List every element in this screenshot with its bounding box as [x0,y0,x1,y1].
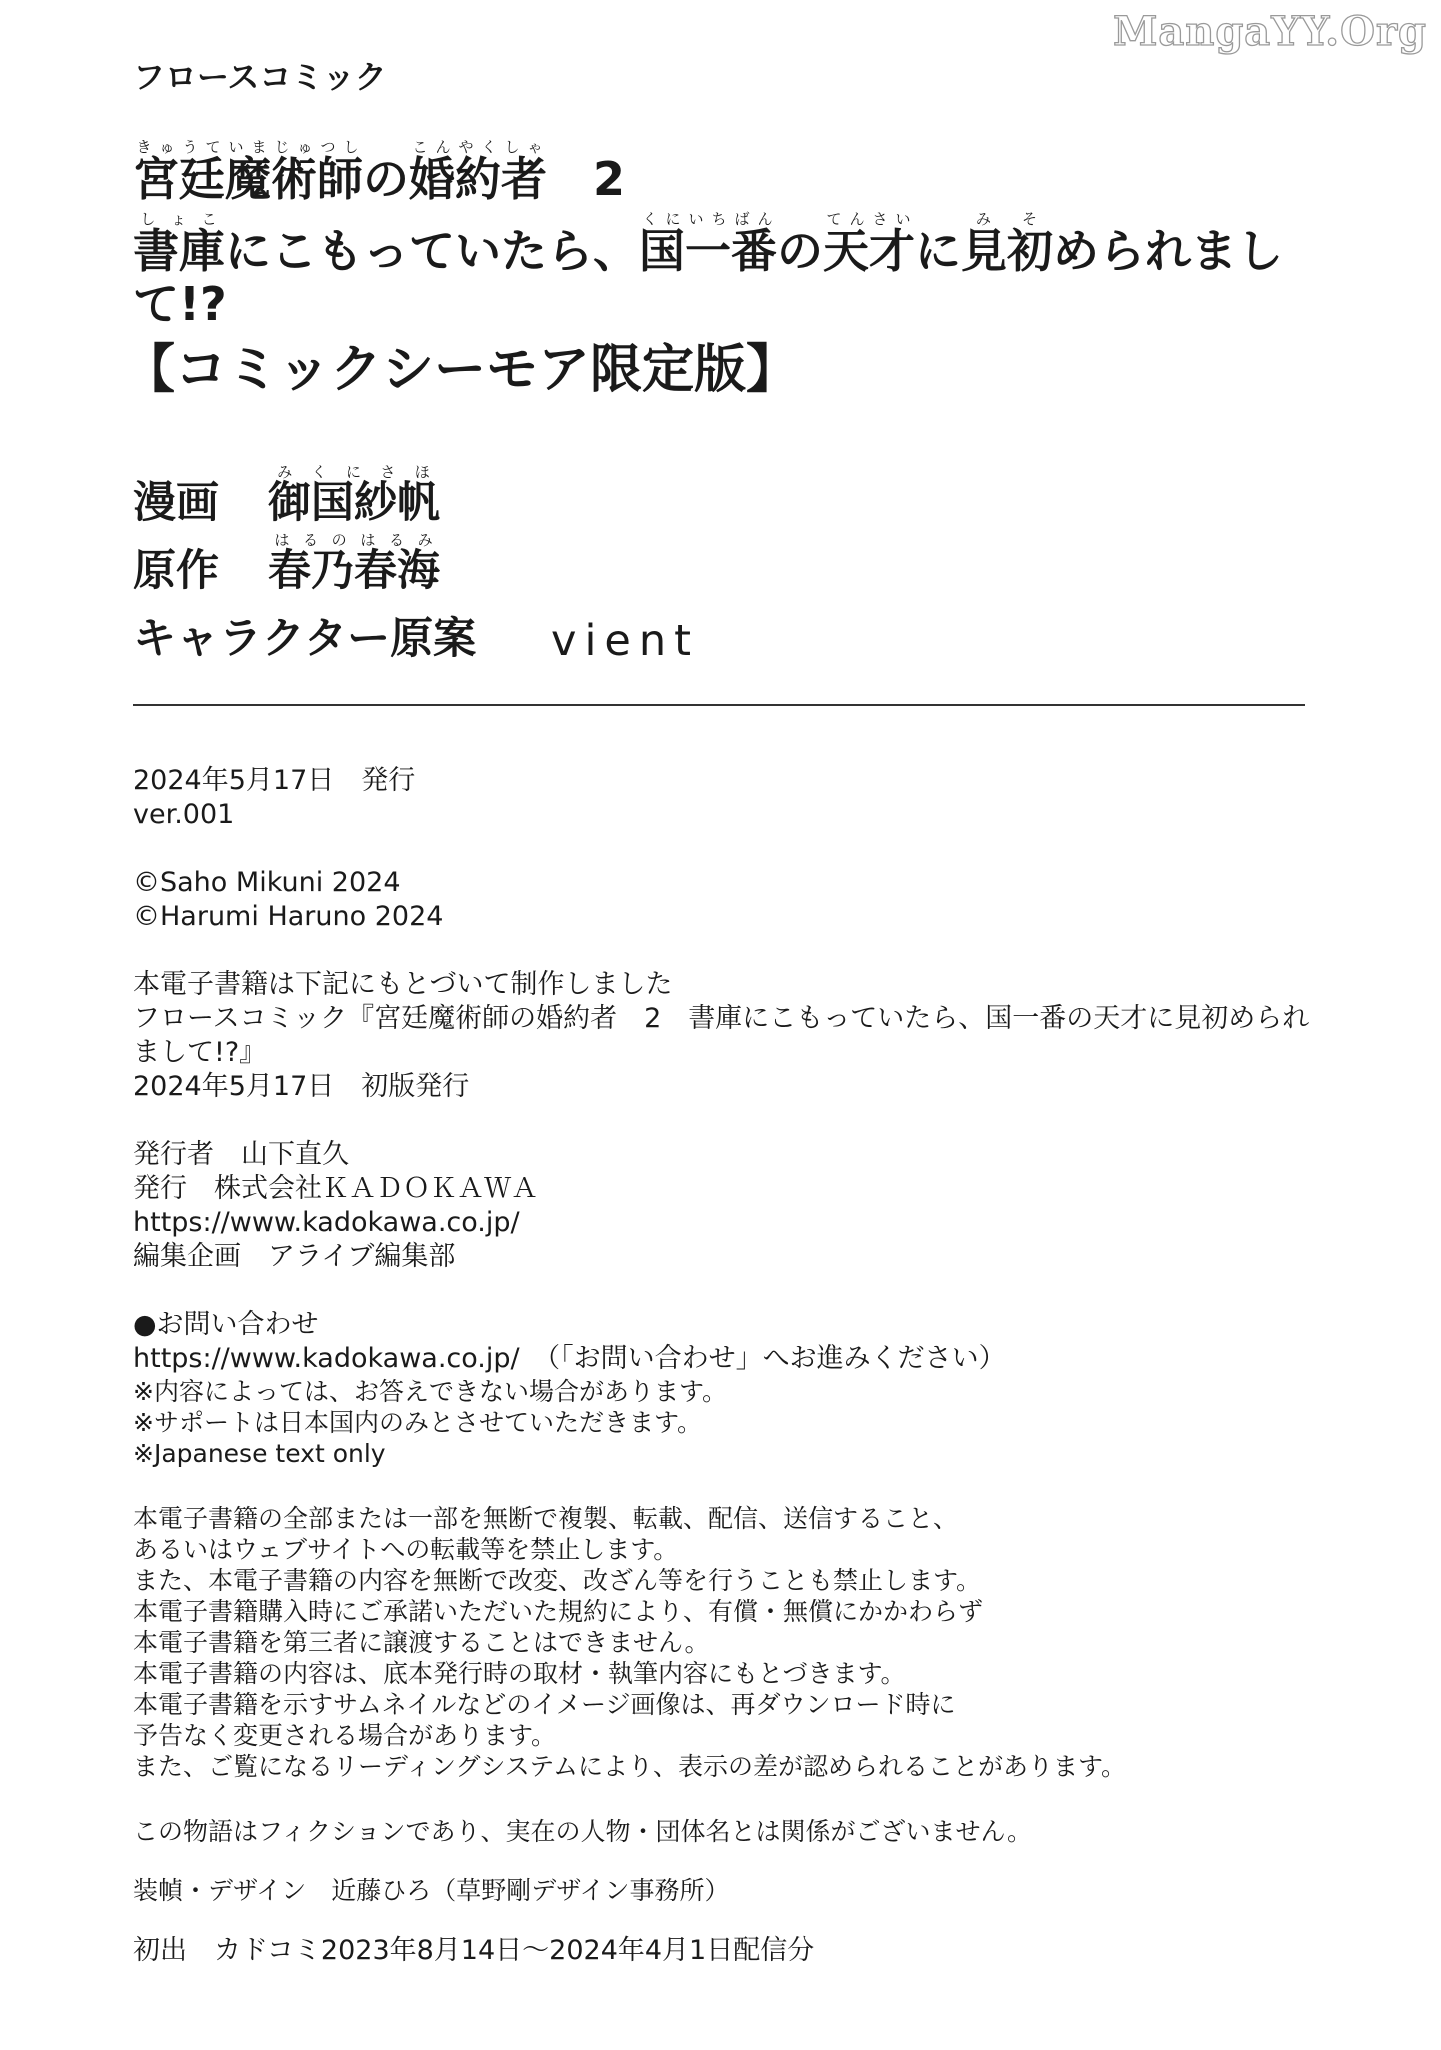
credit-character-design [133,598,1313,666]
credit-manga [133,462,1313,530]
inquiry-note: ※内容によっては、お答えできない場合があります。 [133,1377,727,1407]
colophon-page [123,52,1313,1968]
inquiry-note: ※サポートは日本国内のみとさせていただきます。 [133,1408,702,1438]
title-text-segment: の [363,152,409,206]
legal-line: 本電子書籍を示すサムネイルなどのイメージ画像は、再ダウンロード時に [133,1690,956,1720]
title-text-segment: の [777,223,823,278]
title-text-segment: 2 [547,152,626,206]
credit-name: vient [551,616,699,667]
inquiry-title: ●お問い合わせ [133,1309,319,1341]
title-line-1 [133,138,1313,206]
title-text-segment: められまして!? [133,223,1283,331]
legal-line: 本電子書籍の全部または一部を無断で複製、転載、配信、送信すること、 [133,1504,959,1534]
basis-line: 本電子書籍は下記にもとづいて制作しました [133,969,673,1001]
credit-name: 御国紗帆みくにさほ [268,463,440,529]
title-ruby-segment: 書庫しょこ [133,209,225,278]
title-edition: 【コミックシーモア限定版】 [123,339,798,400]
inquiry-note: ※Japanese text only [133,1439,386,1469]
title-ruby-segment: 婚約者こんやくしゃ [409,138,547,206]
publication-info [133,764,1313,1968]
legal-notice [133,1503,1313,1782]
legal-line: また、本電子書籍の内容を無断で改変、改ざん等を行うことも禁止します。 [133,1566,982,1596]
title-line-2 [133,210,1313,331]
inquiry-url: https://www.kadokawa.co.jp/ （「お問い合わせ」へお進みください） [133,1343,1006,1375]
fiction-disclaimer: この物語はフィクションであり、実在の人物・団体名とは関係がございません。 [133,1817,1033,1847]
watermark: MangaYY.Org [1113,8,1427,55]
title-ruby-segment: 宮廷魔術師きゅうていまじゅつし [133,138,363,206]
release-date: 2024年5月17日 発行 [133,765,416,797]
credit-role: 原作 [133,546,219,597]
legal-line: また、ご覧になるリーディングシステムにより、表示の差が認められることがあります。 [133,1752,1127,1782]
divider [133,704,1305,706]
basis-line: フロースコミック『宮廷魔術師の婚約者 2 書庫にこもっていたら、国一番の天才に見初められまして!?』 [133,1003,1310,1069]
credit-role: 漫画 [133,478,219,529]
legal-line: あるいはウェブサイトへの転載等を禁止します。 [133,1535,679,1565]
legal-line: 本電子書籍購入時にご承諾いただいた規約により、有償・無償にかかわらず [133,1597,984,1627]
title-text-segment: に [915,223,961,278]
legal-line: 本電子書籍の内容は、底本発行時の取材・執筆内容にもとづきます。 [133,1659,906,1689]
title-ruby-segment: 天才てんさい [823,209,915,278]
editor: 編集企画 アライブ編集部 [133,1241,456,1273]
credit-role: キャラクター原案 [133,614,477,665]
publisher-url: https://www.kadokawa.co.jp/ [133,1207,520,1239]
copyright-line: ©Saho Mikuni 2024 [133,867,401,899]
version: ver.001 [133,799,235,831]
credit-name: 春乃春海はるのはるみ [268,531,440,597]
legal-line: 予告なく変更される場合があります。 [133,1721,557,1751]
title-ruby-segment: 見初みそ [961,209,1053,278]
book-title [123,138,1313,400]
title-ruby-segment: 国一番くにいちばん [639,209,777,278]
label-name: フロースコミック [133,58,387,96]
legal-line: 本電子書籍を第三者に譲渡することはできません。 [133,1628,710,1658]
publisher-company: 発行 株式会社ＫＡＤＯＫＡＷＡ [133,1173,538,1205]
basis-line: 2024年5月17日 初版発行 [133,1071,470,1103]
publisher-person: 発行者 山下直久 [133,1139,349,1171]
first-publication: 初出 カドコミ2023年8月14日～2024年4月1日配信分 [133,1935,815,1967]
credits [133,462,1313,666]
credit-original [133,530,1313,598]
copyright-line: ©Harumi Haruno 2024 [133,901,444,933]
title-text-segment: にこもっていたら、 [225,223,639,278]
design-credit: 装幀・デザイン 近藤ひろ（草野剛デザイン事務所） [133,1876,730,1906]
